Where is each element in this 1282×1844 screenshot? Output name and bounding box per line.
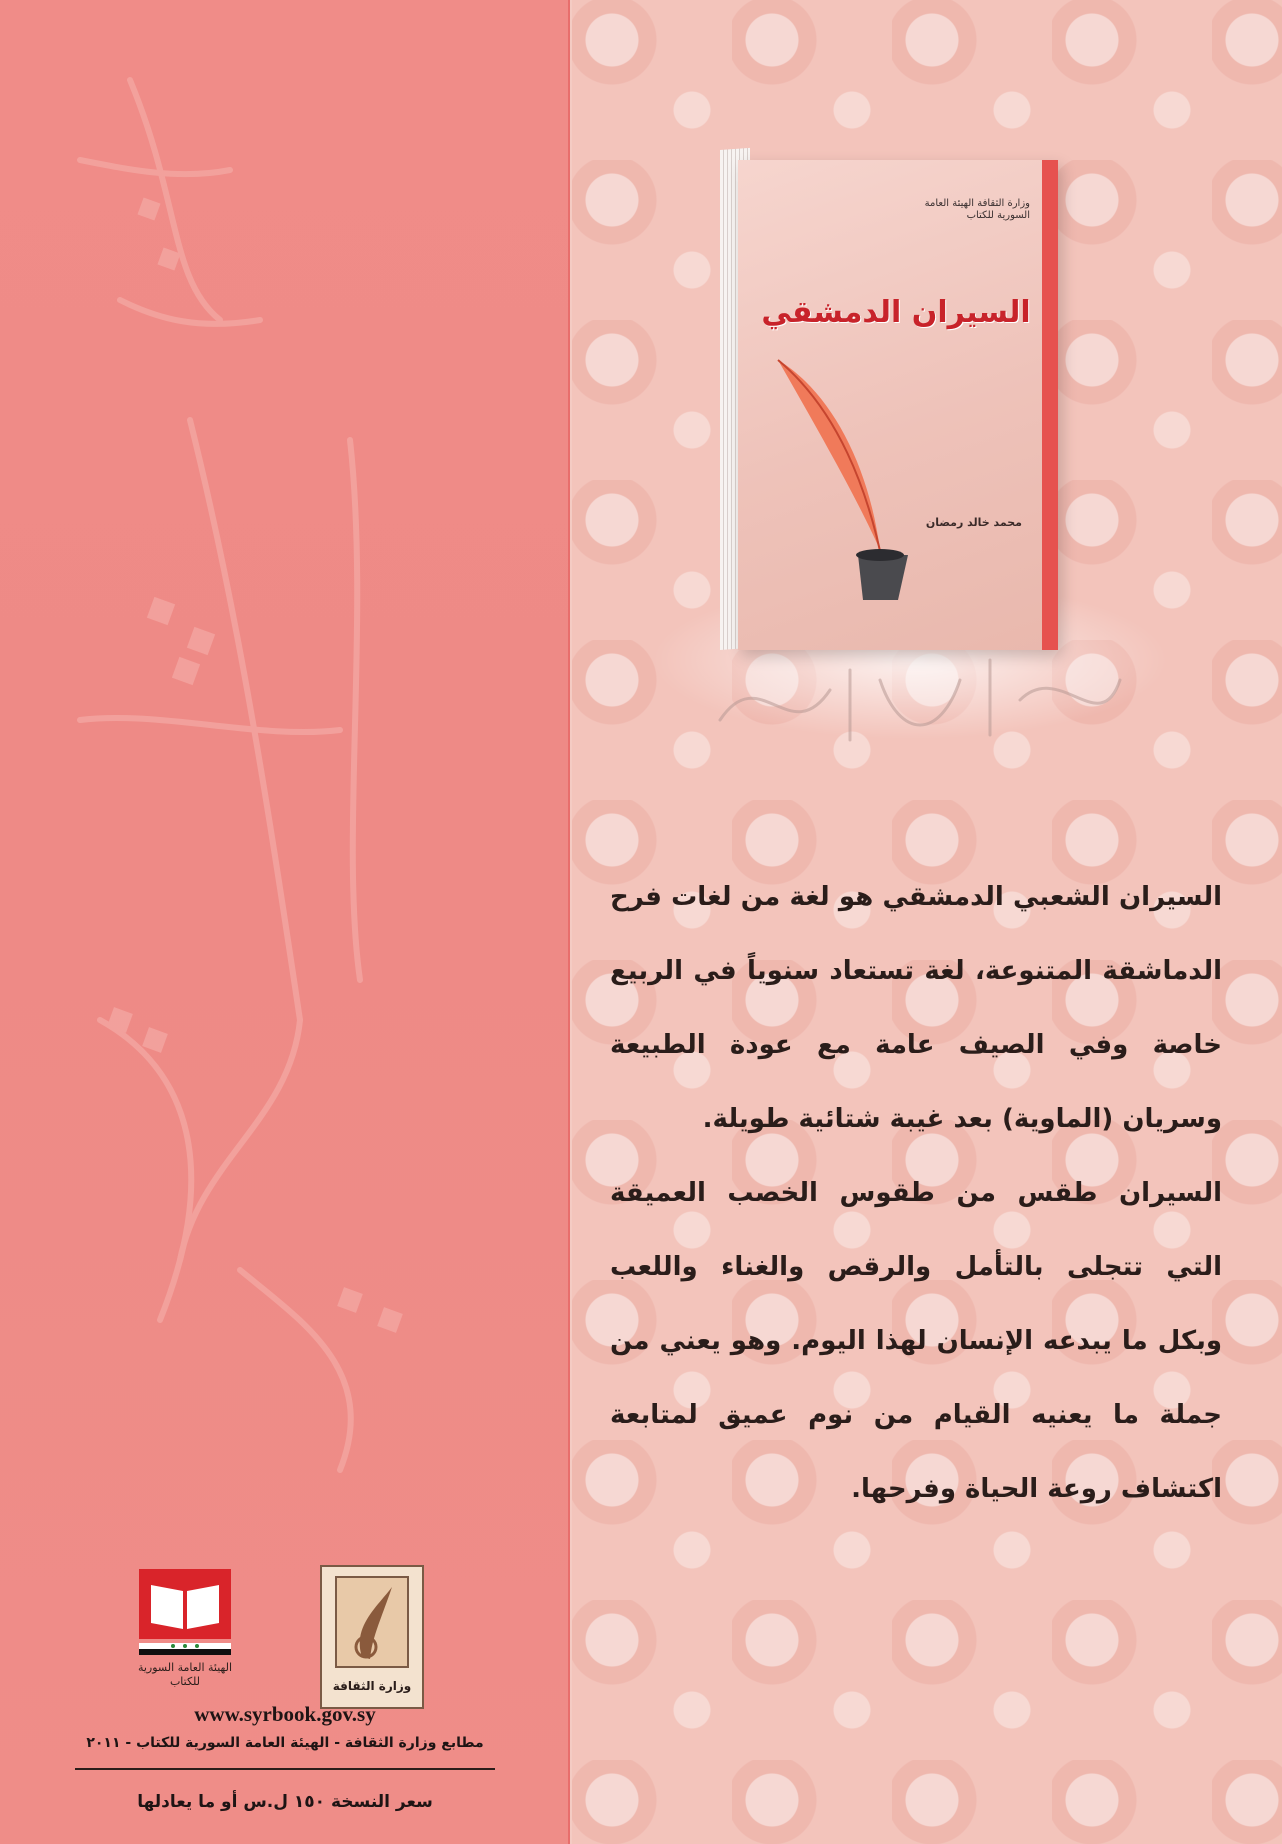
- book-mockup: [720, 140, 1070, 660]
- calligraphy-watermark: [40, 20, 520, 1580]
- back-cover-left-panel: [0, 0, 570, 1844]
- book-cover: [738, 160, 1058, 650]
- book-red-strip: [1042, 160, 1058, 650]
- quill-emblem-icon: [322, 1567, 422, 1677]
- spine-edge: [568, 0, 570, 1844]
- footer-divider: [75, 1768, 495, 1770]
- quill-feather-icon: [768, 350, 908, 610]
- description-paragraph-2: السيران طقس من طقوس الخصب العميقة التي تتجلى بالتأمل والرقص والغناء واللعب وبكل ما يبدعه الإنسان لهذا اليوم. وهو يعني من جملة ما يعنيه القيام من نوم عميق لمتابعة اكتشاف روعة الحياة وفرحها.: [610, 1178, 1222, 1504]
- printer-credit: مطابع وزارة الثقافة - الهيئة العامة السورية للكتاب - ٢٠١١: [86, 1735, 484, 1751]
- ministry-logo-label: وزارة الثقافة: [332, 1679, 412, 1693]
- book-author: محمد خالد رمضان: [925, 516, 1022, 529]
- gob-logo: [135, 1565, 235, 1700]
- book-publisher: وزارة الثقافة الهيئة العامة السورية للكتاب: [924, 198, 1030, 221]
- book-title: السيران الدمشقي: [761, 295, 1031, 330]
- book-description: [610, 860, 1222, 1526]
- ministry-logo: [320, 1565, 424, 1709]
- price-line: سعر النسخة ١٥٠ ل.س أو ما يعادلها: [137, 1792, 433, 1812]
- script-watermark: [700, 640, 1130, 760]
- gob-logo-label: الهيئة العامة السورية للكتاب: [137, 1661, 233, 1688]
- website-url: www.syrbook.gov.sy: [194, 1702, 376, 1726]
- description-paragraph-1: السيران الشعبي الدمشقي هو لغة من لغات فرح الدماشقة المتنوعة، لغة تستعاد سنوياً في الربيع خاصة وفي الصيف عامة مع عودة الطبيعة وسريان (الماوية) بعد غيبة شتائية طويلة.: [610, 882, 1222, 1134]
